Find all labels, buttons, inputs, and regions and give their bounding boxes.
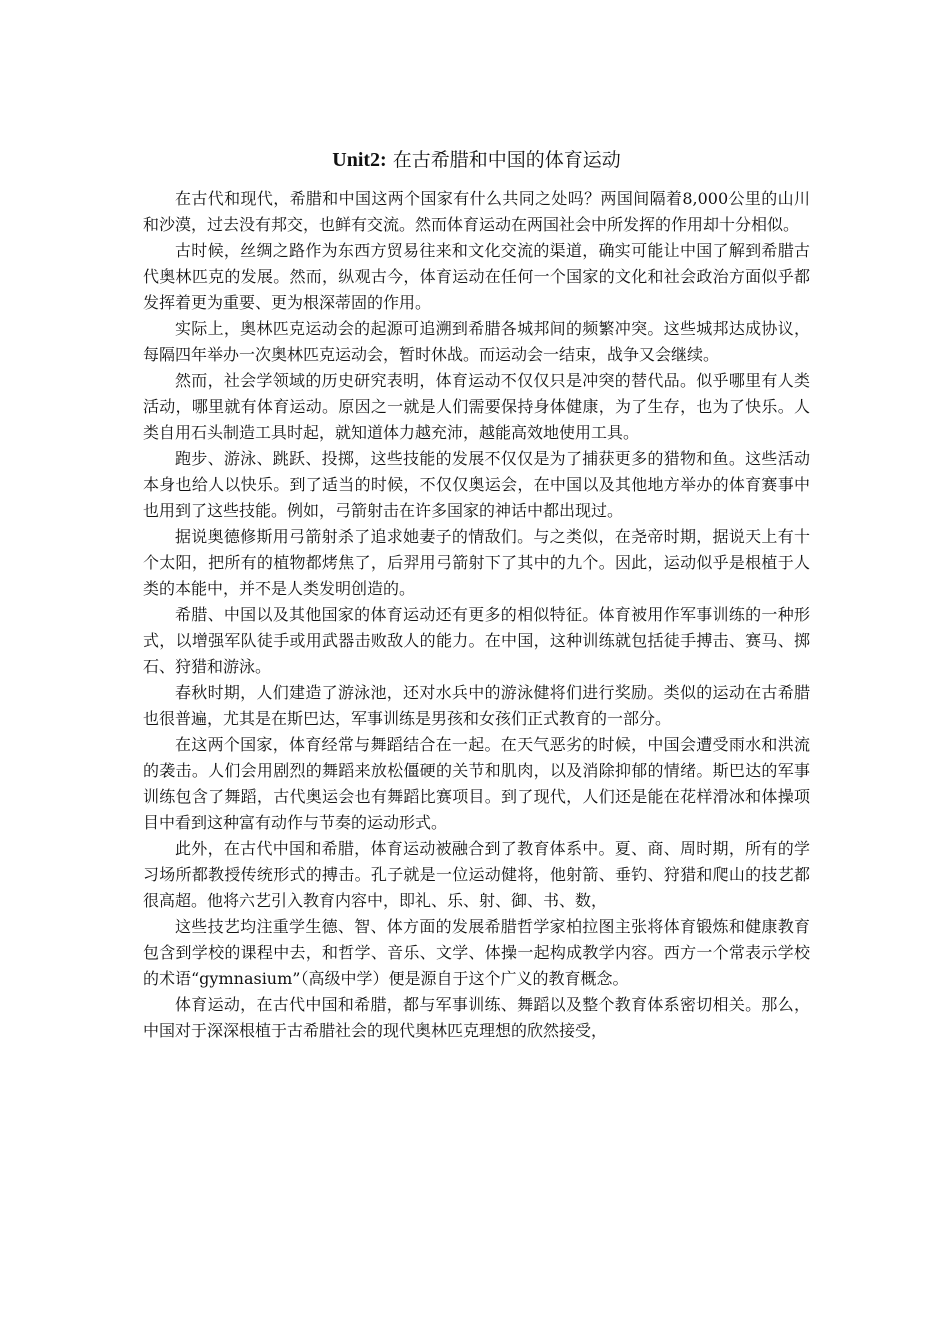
paragraph: 跑步、游泳、跳跃、投掷，这些技能的发展不仅仅是为了捕获更多的猎物和鱼。这些活动本身也给人以快乐。到了适当的时候，不仅仅奥运会，在中国以及其他地方举办的体育赛事中也用到了这些技能。例如，弓箭射击在许多国家的神话中都出现过。	[143, 449, 810, 520]
paragraph: 据说奥德修斯用弓箭射杀了追求她妻子的情敌们。与之类似，在尧帝时期，据说天上有十个太阳，把所有的植物都烤焦了，后羿用弓箭射下了其中的九个。因此，运动似乎是根植于人类的本能中，并不是人类发明创造的。	[143, 527, 810, 598]
paragraph: 然而，社会学领域的历史研究表明，体育运动不仅仅只是冲突的替代品。似乎哪里有人类活动，哪里就有体育运动。原因之一就是人们需要保持身体健康，为了生存，也为了快乐。人类自用石头制造工具时起，就知道体力越充沛，越能高效地使用工具。	[143, 371, 810, 442]
paragraph: 体育运动，在古代中国和希腊，都与军事训练、舞蹈以及整个教育体系密切相关。那么，中国对于深深根植于古希腊社会的现代奥林匹克理想的欣然接受，	[143, 995, 810, 1040]
paragraph: 这些技艺均注重学生德、智、体方面的发展希腊哲学家柏拉图主张将体育锻炼和健康教育包含到学校的课程中去，和哲学、音乐、文学、体操一起构成教学内容。西方一个常表示学校的术语“gymnasium”（高级中学）便是源自于这个广义的教育概念。	[143, 917, 810, 988]
title-unit-label: Unit2:	[332, 149, 387, 171]
paragraph: 实际上，奥林匹克运动会的起源可追溯到希腊各城邦间的频繁冲突。这些城邦达成协议，每隔四年举办一次奥林匹克运动会，暂时休战。而运动会一结束，战争又会继续。	[143, 319, 810, 364]
paragraph: 在这两个国家，体育经常与舞蹈结合在一起。在天气恶劣的时候，中国会遭受雨水和洪流的袭击。人们会用剧烈的舞蹈来放松僵硬的关节和肌肉，以及消除抑郁的情绪。斯巴达的军事训练包含了舞蹈，古代奥运会也有舞蹈比赛项目。到了现代，人们还是能在花样滑冰和体操项目中看到这种富有动作与节奏的运动形式。	[143, 735, 810, 832]
paragraph: 古时候，丝绸之路作为东西方贸易往来和文化交流的渠道，确实可能让中国了解到希腊古代奥林匹克的发展。然而，纵观古今，体育运动在任何一个国家的文化和社会政治方面似乎都发挥着更为重要、更为根深蒂固的作用。	[143, 241, 810, 312]
paragraph: 希腊、中国以及其他国家的体育运动还有更多的相似特征。体育被用作军事训练的一种形式，以增强军队徒手或用武器击败敌人的能力。在中国，这种训练就包括徒手搏击、赛马、掷石、狩猎和游泳。	[143, 605, 810, 676]
paragraph: 此外，在古代中国和希腊，体育运动被融合到了教育体系中。夏、商、周时期，所有的学习场所都教授传统形式的搏击。孔子就是一位运动健将，他射箭、垂钓、狩猎和爬山的技艺都很高超。他将六艺引入教育内容中，即礼、乐、射、御、书、数，	[143, 839, 810, 910]
document-page	[143, 145, 810, 1044]
document-title	[143, 145, 810, 175]
paragraph: 春秋时期，人们建造了游泳池，还对水兵中的游泳健将们进行奖励。类似的运动在古希腊也很普遍，尤其是在斯巴达，军事训练是男孩和女孩们正式教育的一部分。	[143, 683, 810, 728]
title-text: 在古希腊和中国的体育运动	[392, 149, 621, 171]
paragraph: 在古代和现代，希腊和中国这两个国家有什么共同之处吗？两国间隔着8,000公里的山川和沙漠，过去没有邦交，也鲜有交流。然而体育运动在两国社会中所发挥的作用却十分相似。	[143, 189, 810, 234]
